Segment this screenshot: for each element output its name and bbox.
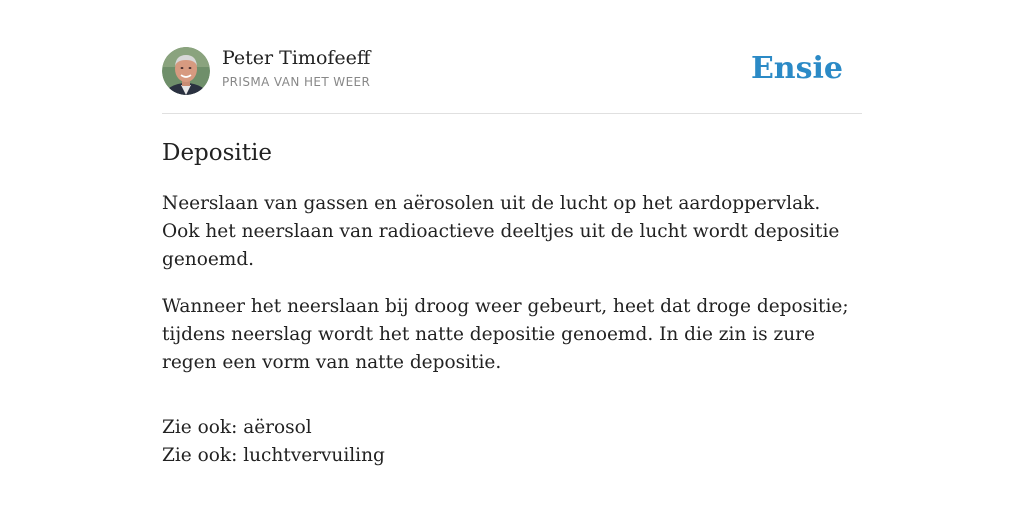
entry-header [162,0,862,114]
see-also-link[interactable]: Zie ook: luchtvervuiling [162,445,385,466]
entry-card [162,0,862,466]
author-avatar[interactable] [162,47,210,95]
author-name[interactable]: Peter Timofeeff [222,47,371,69]
author-source[interactable]: PRISMA VAN HET WEER [222,75,371,89]
brand-logo[interactable]: Ensie [750,51,843,86]
see-also-link[interactable]: Zie ook: aërosol [162,417,312,438]
see-also-list [162,414,862,470]
entry-title: Depositie [162,140,272,166]
entry-paragraph: Wanneer het neerslaan bij droog weer gebeurt, heet dat droge depositie; tijdens neerslag wordt het natte depositie genoemd. In die zin is zure regen een vorm van natte depositie. [162,296,849,373]
entry-body [162,190,862,470]
entry-paragraph: Neerslaan van gassen en aërosolen uit de lucht op het aardoppervlak. Ook het neerslaan van radioactieve deeltjes uit de lucht wordt depositie genoemd. [162,193,840,270]
